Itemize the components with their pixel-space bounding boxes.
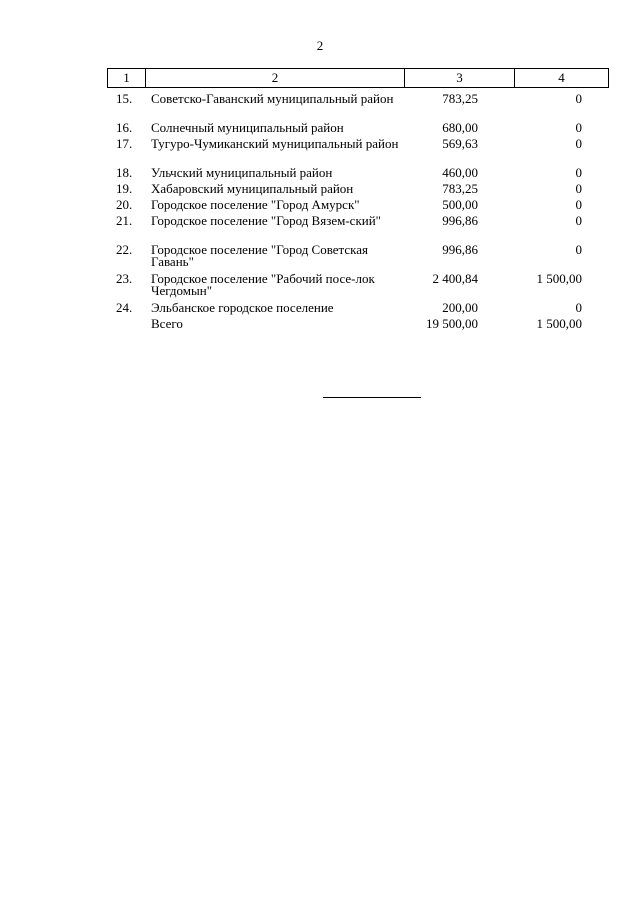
row-name: Эльбанское городское поселение — [151, 300, 334, 315]
row-value-4: 0 — [575, 197, 582, 212]
row-value-3: 680,00 — [442, 120, 478, 135]
row-number: 17. — [116, 136, 133, 151]
row-value-3: 500,00 — [442, 197, 478, 212]
row-value-4: 0 — [575, 300, 582, 315]
row-value-4: 1 500,00 — [536, 316, 582, 331]
table-row — [107, 92, 609, 117]
row-name: Городское поселение "Город Вязем-ский" — [151, 213, 381, 228]
row-name: Хабаровский муниципальный район — [151, 181, 354, 196]
row-number: 16. — [116, 120, 133, 135]
row-value-3: 200,00 — [442, 300, 478, 315]
column-header-3: 3 — [405, 69, 515, 87]
row-value-4: 0 — [575, 213, 582, 228]
table-row — [107, 182, 609, 194]
row-number: 23. — [116, 271, 133, 286]
column-header-2: 2 — [146, 69, 405, 87]
row-value-3: 996,86 — [442, 213, 478, 228]
row-name: Советско-Гаванский муниципальный район — [151, 91, 394, 106]
row-name: Всего — [151, 316, 183, 331]
table-row — [107, 243, 609, 268]
row-value-4: 0 — [575, 242, 582, 257]
row-number: 22. — [116, 242, 133, 257]
table-row — [107, 137, 609, 162]
row-value-4: 1 500,00 — [536, 271, 582, 286]
end-of-document-line — [323, 397, 421, 398]
table-body — [107, 92, 609, 333]
row-value-3: 2 400,84 — [432, 271, 478, 286]
row-value-4: 0 — [575, 165, 582, 180]
row-value-4: 0 — [575, 181, 582, 196]
row-name: Городское поселение "Город Советская Гавань" — [151, 242, 369, 269]
page-number: 2 — [316, 38, 324, 53]
row-number: 15. — [116, 91, 133, 106]
row-value-3: 783,25 — [442, 181, 478, 196]
row-number: 18. — [116, 165, 133, 180]
row-value-4: 0 — [575, 120, 582, 135]
row-number: 19. — [116, 181, 133, 196]
row-value-3: 19 500,00 — [426, 316, 478, 331]
table-row — [107, 166, 609, 178]
table-header — [107, 68, 609, 88]
row-number: 20. — [116, 197, 133, 212]
row-value-3: 783,25 — [442, 91, 478, 106]
column-header-1: 1 — [108, 69, 146, 87]
row-value-3: 569,63 — [442, 136, 478, 151]
row-number: 21. — [116, 213, 133, 228]
row-value-3: 460,00 — [442, 165, 478, 180]
row-value-4: 0 — [575, 136, 582, 151]
column-header-4: 4 — [558, 70, 565, 85]
row-name: Солнечный муниципальный район — [151, 120, 344, 135]
table-row — [107, 301, 609, 313]
row-number — [107, 317, 145, 329]
table-row — [107, 121, 609, 133]
row-name: Ульчский муниципальный район — [151, 165, 333, 180]
row-value-4: 0 — [575, 91, 582, 106]
table-row — [107, 272, 609, 297]
row-name: Тугуро-Чумиканский муниципальный район — [151, 136, 399, 151]
row-name: Городское поселение "Город Амурск" — [151, 197, 360, 212]
table-row — [107, 214, 609, 239]
table-row — [107, 198, 609, 210]
table-total-row — [107, 317, 609, 329]
row-number: 24. — [116, 300, 133, 315]
row-value-3: 996,86 — [442, 242, 478, 257]
row-name: Городское поселение "Рабочий посе-лок Чегдомын" — [151, 271, 375, 298]
